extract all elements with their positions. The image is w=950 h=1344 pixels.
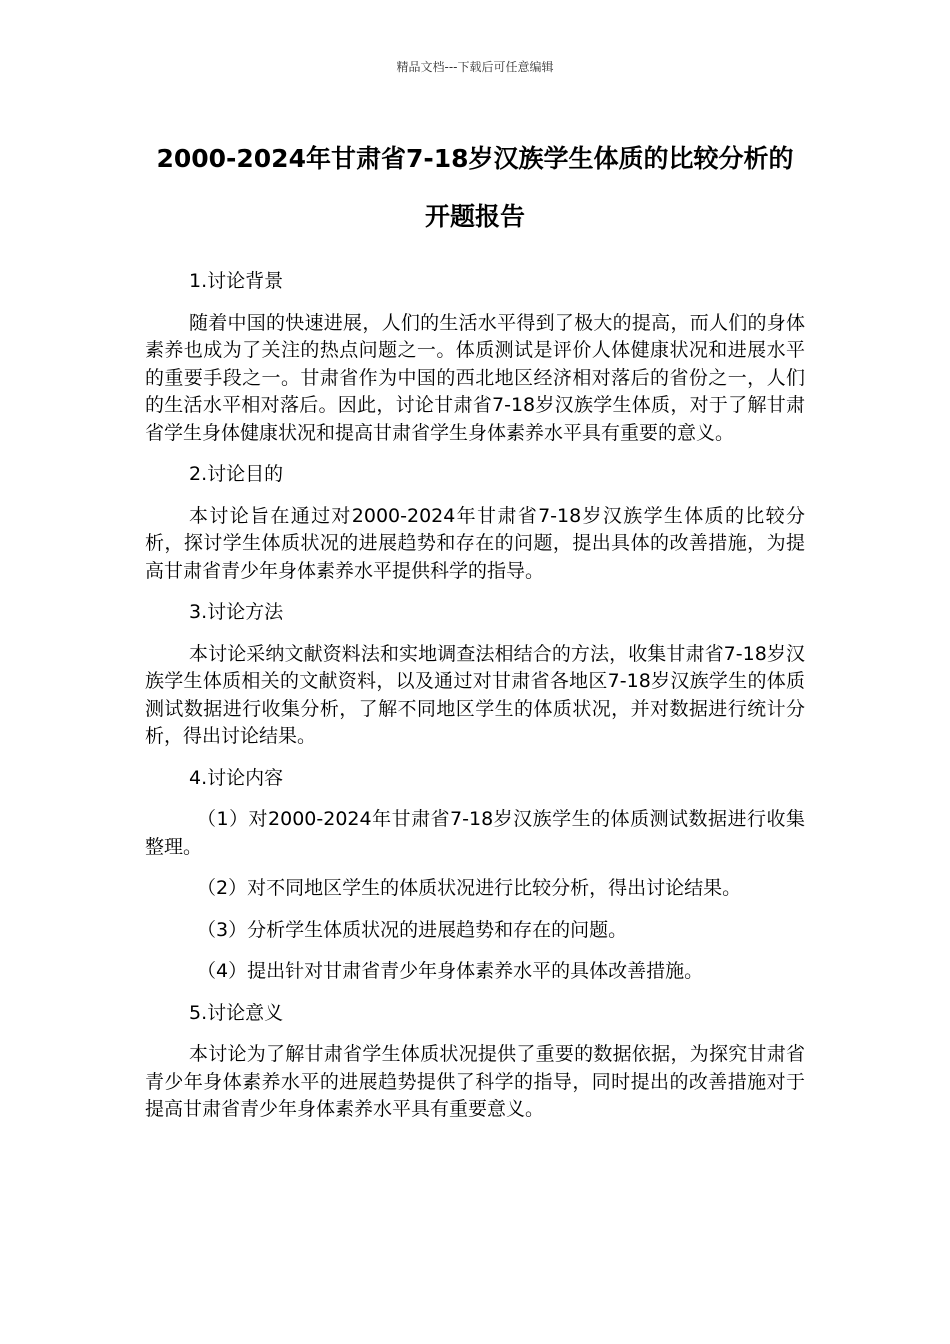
- section-heading-purpose: 2.讨论目的: [189, 463, 284, 485]
- content-list-item: （1）对2000-2024年甘肃省7-18岁汉族学生的体质测试数据进行收集整理。: [145, 808, 805, 858]
- content-list-item: （2）对不同地区学生的体质状况进行比较分析，得出讨论结果。: [197, 877, 742, 899]
- document-body: [145, 268, 805, 1138]
- section-paragraph-background: 随着中国的快速进展，人们的生活水平得到了极大的提高，而人们的身体素养也成为了关注的热点问题之一。体质测试是评价人体健康状况和进展水平的重要手段之一。甘肃省作为中国的西北地区经济相对落后的省份之一，人们的生活水平相对落后。因此，讨论甘肃省7-18岁汉族学生体质，对于了解甘肃省学生身体健康状况和提高甘肃省学生身体素养水平具有重要的意义。: [145, 311, 805, 444]
- section-paragraph-method: 本讨论采纳文献资料法和实地调查法相结合的方法，收集甘肃省7-18岁汉族学生体质相关的文献资料，以及通过对甘肃省各地区7-18岁汉族学生的体质测试数据进行收集分析，了解不同地区学生的体质状况，并对数据进行统计分析，得出讨论结果。: [145, 642, 805, 747]
- content-list-item: （4）提出针对甘肃省青少年身体素养水平的具体改善措施。: [197, 960, 704, 982]
- document-title: 2000-2024年甘肃省7-18岁汉族学生体质的比较分析的开题报告: [156, 144, 794, 231]
- section-paragraph-purpose: 本讨论旨在通过对2000-2024年甘肃省7-18岁汉族学生体质的比较分析，探讨学生体质状况的进展趋势和存在的问题，提出具体的改善措施，为提高甘肃省青少年身体素养水平提供科学的指导。: [145, 504, 805, 582]
- section-heading-content: 4.讨论内容: [189, 766, 284, 789]
- section-heading-background: 1.讨论背景: [189, 270, 284, 292]
- section-heading-method: 3.讨论方法: [189, 601, 284, 623]
- page-header-note: 精品文档---下载后可任意编辑: [396, 60, 554, 74]
- section-paragraph-significance: 本讨论为了解甘肃省学生体质状况提供了重要的数据依据，为探究甘肃省青少年身体素养水平的进展趋势提供了科学的指导，同时提出的改善措施对于提高甘肃省青少年身体素养水平具有重要意义。: [145, 1043, 805, 1120]
- content-list-item: （3）分析学生体质状况的进展趋势和存在的问题。: [197, 918, 628, 941]
- section-heading-significance: 5.讨论意义: [189, 1001, 284, 1024]
